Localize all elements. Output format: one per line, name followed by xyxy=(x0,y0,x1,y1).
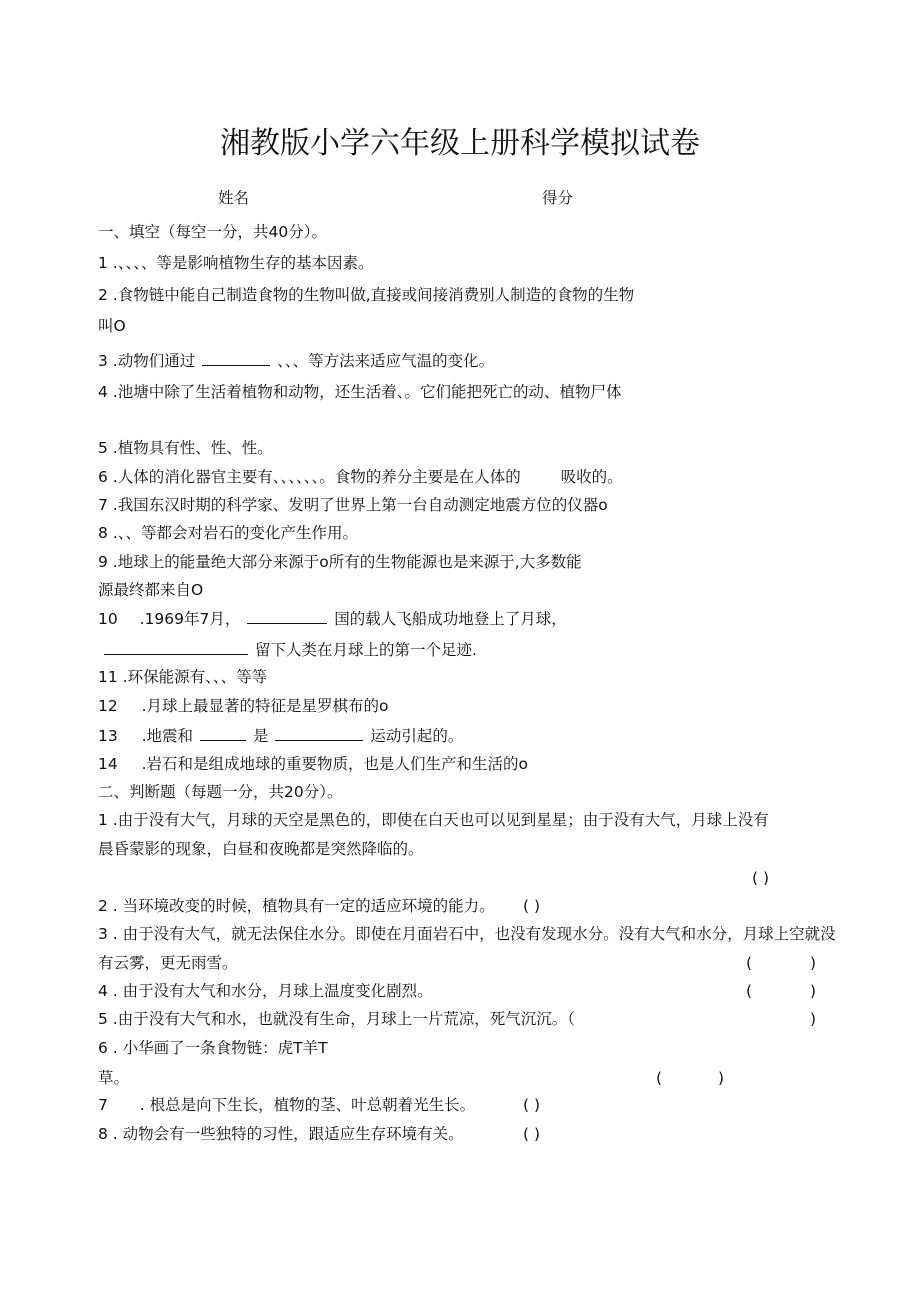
question-10-line2 xyxy=(104,639,477,660)
judge-1-line1: 1 .由于没有大气，月球的天空是黑色的，即使在白天也可以见到星星；由于没有大气，月球上没有 xyxy=(98,811,769,829)
question-6-part2: 吸收的。 xyxy=(560,468,623,486)
question-3-post: 、、、等方法来适应气温的变化。 xyxy=(277,352,495,370)
judge-5-paren-right: ) xyxy=(810,1010,817,1028)
judge-8-paren: ( ) xyxy=(523,1125,541,1143)
judge-2-paren: ( ) xyxy=(523,897,541,915)
question-9-line2: 源最终都来自O xyxy=(98,581,204,599)
judge-5: 5 .由于没有大气和水，也就没有生命，月球上一片荒凉，死气沉沉。（ xyxy=(98,1010,575,1028)
judge-1-paren: ( ) xyxy=(752,869,770,887)
judge-8: 8 . 动物会有一些独特的习性，跟适应生存环境有关。 xyxy=(98,1125,464,1143)
question-8: 8 .、、等都会对岩石的变化产生作用。 xyxy=(98,524,358,542)
question-10 xyxy=(98,608,567,629)
question-14-text: .岩石和是组成地球的重要物质，也是人们生产和生活的o xyxy=(141,755,529,773)
page-title: 湘教版小学六年级上册科学模拟试卷 xyxy=(220,126,700,161)
question-14-number: 14 xyxy=(98,755,118,773)
blank xyxy=(104,639,248,655)
section2-heading: 二、判断题（每题一分，共20分）。 xyxy=(98,783,343,801)
question-3 xyxy=(98,350,494,371)
name-label: 姓名 xyxy=(218,189,250,207)
blank xyxy=(247,608,327,624)
question-2-line2: 叫O xyxy=(98,317,126,335)
judge-3-paren-left: ( xyxy=(746,954,753,972)
judge-7-number: 7 xyxy=(98,1096,108,1114)
question-13-number: 13 xyxy=(98,727,118,745)
question-13 xyxy=(98,725,463,746)
judge-3-line1: 3 . 由于没有大气，就无法保住水分。即使在月面岩石中，也没有发现水分。没有大气和水分，月球上空就没 xyxy=(98,925,836,943)
judge-3-line2: 有云雾，更无雨雪。 xyxy=(98,954,238,972)
question-14 xyxy=(98,754,528,774)
blank xyxy=(200,725,246,741)
question-10-line2-text: 留下人类在月球上的第一个足迹. xyxy=(254,641,477,659)
judge-4: 4 . 由于没有大气和水分，月球上温度变化剧烈。 xyxy=(98,982,433,1000)
question-3-pre: 3 .动物们通过 xyxy=(98,352,196,370)
question-13-pre: .地震和 xyxy=(141,727,194,745)
judge-1-line2: 晨昏蒙影的现象，白昼和夜晚都是突然降临的。 xyxy=(98,840,424,858)
question-7: 7 .我国东汉时期的科学家、发明了世界上第一台自动测定地震方位的仪器o xyxy=(98,496,608,514)
question-12-text: .月球上最显著的特征是星罗棋布的o xyxy=(141,697,389,715)
judge-7-text: . 根总是向下生长，植物的茎、叶总朝着光生长。 xyxy=(139,1096,476,1114)
question-13-post: 运动引起的。 xyxy=(370,727,464,745)
blank xyxy=(275,725,363,741)
judge-7-paren: ( ) xyxy=(523,1096,541,1114)
judge-6-paren-left: ( xyxy=(656,1069,663,1087)
question-9-line1: 9 .地球上的能量绝大部分来源于o所有的生物能源也是来源于,大多数能 xyxy=(98,553,582,571)
section1-heading: 一、填空（每空一分，共40分）。 xyxy=(98,223,327,241)
judge-3-paren-right: ) xyxy=(810,954,817,972)
question-11: 11 .环保能源有、、、等等 xyxy=(98,668,268,686)
question-1: 1 .、、、、等是影响植物生存的基本因素。 xyxy=(98,254,374,272)
question-10-pre: .1969年7月， xyxy=(139,610,241,628)
question-4: 4 .池塘中除了生活着植物和动物，还生活着、。它们能把死亡的动、植物尸体 xyxy=(98,383,622,401)
judge-6-paren-right: ) xyxy=(718,1069,725,1087)
judge-7 xyxy=(98,1095,475,1115)
judge-6-line1: 6 . 小华画了一条食物链：虎T羊T xyxy=(98,1039,328,1057)
question-12 xyxy=(98,696,389,716)
blank xyxy=(202,350,270,366)
question-2-line1: 2 .食物链中能自己制造食物的生物叫做,直接或间接消费别人制造的食物的生物 xyxy=(98,286,635,304)
question-10-post: 国的载人飞船成功地登上了月球， xyxy=(334,610,567,628)
judge-6-line2: 草。 xyxy=(98,1069,130,1087)
score-label: 得分 xyxy=(542,189,574,207)
question-12-number: 12 xyxy=(98,697,118,715)
question-5: 5 .植物具有性、性、性。 xyxy=(98,439,273,457)
judge-2: 2 . 当环境改变的时候，植物具有一定的适应环境的能力。 xyxy=(98,897,495,915)
question-6 xyxy=(98,467,623,487)
question-13-mid: 是 xyxy=(252,727,269,745)
question-6-part1: 6 .人体的消化器官主要有、、、、、、。食物的养分主要是在人体的 xyxy=(98,468,521,486)
judge-4-paren-left: ( xyxy=(746,982,753,1000)
judge-4-paren-right: ) xyxy=(810,982,817,1000)
question-10-number: 10 xyxy=(98,610,118,628)
